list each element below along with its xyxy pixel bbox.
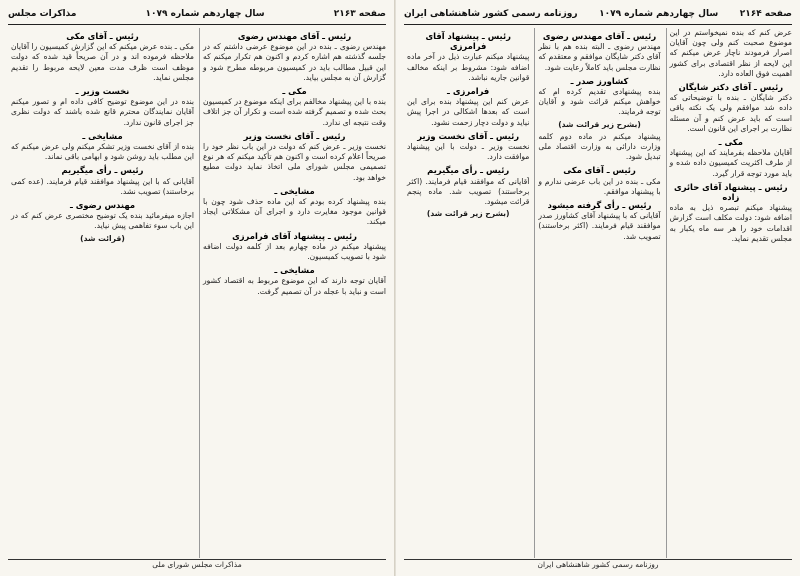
left-columns xyxy=(8,28,386,558)
speaker-heading: رئیس ـ پیشنهاد آقای حائری زاده xyxy=(674,181,788,203)
paragraph: عرض کنم این پیشنهاد بنده برای این است که بعدها اشکالی در اجرا پیش نیاید و دولت دچار زحمت نشود. xyxy=(407,97,530,127)
right-columns xyxy=(404,28,792,558)
speaker-heading: مشایخی ـ xyxy=(274,185,315,196)
right-page xyxy=(396,0,800,576)
right-column-1 xyxy=(666,28,792,558)
speaker-heading: رئیس ـ پیشنهاد آقای فرامرزی xyxy=(425,31,511,52)
left-page-footer: مذاکرات مجلس شورای ملی xyxy=(8,559,386,572)
paragraph: آقایانی که با این پیشنهاد موافقند قیام فرمایند. (عده کمی برخاستند) تصویب نشد. xyxy=(11,176,194,196)
right-column-3 xyxy=(404,28,529,558)
paragraph: بنده پیشنهاد کرده بودم که این ماده حذف شود چون با قوانین موجود مغایرت دارد و اجرای آن مشکلاتی ایجاد میکند. xyxy=(203,197,386,227)
paragraph: نخست وزیر ـ دولت با این پیشنهاد موافقت دارد. xyxy=(407,142,530,162)
speaker-heading: کشاورز صدر ـ xyxy=(570,75,629,86)
paragraph: پیشنهاد میکنم عبارت ذیل در آخر ماده اضافه شود: مشروط بر اینکه مخالف قوانین جاریه نباشد. xyxy=(407,52,530,82)
speaker-heading: مکی ـ xyxy=(282,86,307,97)
paragraph: پیشنهاد میکنم در ماده چهارم بعد از کلمه دولت اضافه شود با تصویب کمیسیون. xyxy=(203,241,386,262)
right-page-footer: روزنامه رسمی کشور شاهنشاهی ایران xyxy=(404,559,792,572)
procedural-note: (قرائت شد) xyxy=(80,233,125,243)
paragraph: آقایانی که موافقند قیام فرمایند. (اکثر برخاستند) تصویب شد. ماده پنجم قرائت میشود. xyxy=(407,176,530,207)
speaker-heading: نخست وزیر ـ xyxy=(75,86,130,97)
speaker-heading: فرامرزی ـ xyxy=(447,86,490,97)
paragraph: مکی ـ بنده عرض میکنم که این گزارش کمیسیون را آقایان ملاحظه فرموده اند و در آن صریحاً قید شده که دولت موظف است ظرف مدت معین لایحه مربوط را تقدیم مجلس نماید. xyxy=(11,42,194,82)
right-publication-title: روزنامه رسمی کشور شاهنشاهی ایران xyxy=(404,9,578,19)
left-page xyxy=(0,0,395,576)
paragraph: آقایانی که با پیشنهاد آقای کشاورز صدر موافقند قیام فرمایند. (اکثر برخاستند) تصویب شد. xyxy=(538,211,661,241)
right-page-number: صفحه ۲۱۶۴ xyxy=(739,9,792,19)
right-column-2 xyxy=(534,28,660,558)
left-page-header xyxy=(8,4,386,25)
speaker-heading: رئیس ـ آقای مهندس رضوی xyxy=(237,31,352,41)
paragraph: پیشنهاد میکنم تبصره ذیل به ماده اضافه شود: دولت مکلف است گزارش اقدامات خود را هر سه ماه یکبار به مجلس تقدیم نماید. xyxy=(669,203,792,243)
procedural-note: (بشرح زیر قرائت شد) xyxy=(558,119,641,129)
left-issue-label: سال چهاردهم شماره ۱۰۷۹ xyxy=(145,9,265,19)
left-column-2 xyxy=(8,28,194,558)
paragraph: آقایان توجه دارند که این موضوع مربوط به اقتصاد کشور است و نباید با عجله در آن تصمیم گرفت. xyxy=(203,276,386,296)
speaker-heading: رئیس ـ آقای نخست وزیر xyxy=(417,130,520,141)
speaker-heading: مشایخی ـ xyxy=(82,130,123,141)
speaker-heading: مشایخی ـ xyxy=(274,265,315,276)
paragraph: بنده در این موضوع توضیح کافی داده ام و تصور میکنم آقایان نمایندگان محترم قانع شده باشند که دولت نظری جز اجرای قانون ندارد. xyxy=(11,97,194,127)
speaker-heading: رئیس ـ پیشنهاد آقای فرامرزی xyxy=(232,230,357,241)
left-page-number: صفحه ۲۱۶۳ xyxy=(333,9,386,19)
speaker-heading: رئیس ـ آقای نخست وزیر xyxy=(243,130,346,141)
paragraph: دکتر شایگان ـ بنده با توضیحاتی که داده شد موافقم ولی یک نکته باقی است که باید عرض کنم و آن مسئله نظارت بر اجرای این قانون است. xyxy=(669,93,792,133)
left-column-1 xyxy=(199,28,386,558)
paragraph: مهندس رضوی ـ بنده در این موضوع عرضی داشتم که در جلسه گذشته هم اشاره کردم و اکنون هم تکرار میکنم که این قبیل مطالب باید در کمیسیون مربوطه مطرح شود و گزارش آن به مجلس بیاید. xyxy=(203,42,386,82)
procedural-note: (بشرح زیر قرائت شد) xyxy=(426,209,510,219)
left-publication-title: مذاکرات مجلس xyxy=(8,9,77,19)
speaker-heading: رئیس ـ آقای مکی xyxy=(66,31,139,41)
paragraph: نخست وزیر ـ عرض کنم که دولت در این باب نظر خود را صریحاً اعلام کرده است و اکنون هم تأکید میکنم که هر نوع تصمیمی مجلس شورای ملی اتخاذ نماید دولت مطیع خواهد بود. xyxy=(203,142,386,182)
paragraph: بنده پیشنهادی تقدیم کرده ام که خواهش میکنم قرائت شود و آقایان توجه فرمایند. xyxy=(538,87,661,117)
speaker-heading: رئیس ـ رأی میگیریم xyxy=(61,165,144,176)
speaker-heading: مکی ـ xyxy=(718,137,743,148)
speaker-heading: رئیس ـ آقای مکی xyxy=(563,165,636,176)
speaker-heading: رئیس ـ رأی میگیریم xyxy=(427,165,510,176)
right-page-header xyxy=(404,4,792,25)
paragraph: مکی ـ بنده در این باب عرضی ندارم و با پیشنهاد موافقم. xyxy=(538,176,661,196)
speaker-heading: رئیس ـ آقای دکتر شایگان xyxy=(678,82,784,93)
paragraph: عرض کنم که بنده نمیخواستم در این موضوع صحبت کنم ولی چون آقایان اصرار فرمودند ناچار عرض میکنم که این لایحه از نظر اقتصادی برای کشور اهمیت فوق العاده دارد. xyxy=(669,28,792,78)
speaker-heading: رئیس ـ رأی گرفته میشود xyxy=(547,200,652,211)
paragraph: اجازه میفرمائید بنده یک توضیح مختصری عرض کنم که در این باب سوء تفاهمی پیش نیاید. xyxy=(11,211,194,231)
speaker-heading: مهندس رضوی ـ xyxy=(69,200,136,211)
right-issue-label: سال چهاردهم شماره ۱۰۷۹ xyxy=(599,9,719,19)
paragraph: پیشنهاد میکنم در ماده دوم کلمه وزارت دارائی به وزارت اقتصاد ملی تبدیل شود. xyxy=(538,131,661,162)
paragraph: مهندس رضوی ـ البته بنده هم با نظر آقای دکتر شایگان موافقم و معتقدم که نظارت مجلس باید کاملاً رعایت شود. xyxy=(538,42,661,72)
paragraph: بنده از آقای نخست وزیر تشکر میکنم ولی عرض میکنم که این مطلب باید روشن شود و ابهامی باقی نماند. xyxy=(11,142,194,162)
speaker-heading: رئیس ـ آقای مهندس رضوی xyxy=(542,31,657,41)
paragraph: بنده با این پیشنهاد مخالفم برای اینکه موضوع در کمیسیون بحث شده و تصمیم گرفته شده است و تکرار آن جز اتلاف وقت نتیجه ای ندارد. xyxy=(203,97,386,127)
paragraph: آقایان ملاحظه بفرمایند که این پیشنهاد از طرف اکثریت کمیسیون داده شده و باید مورد توجه قرار گیرد. xyxy=(669,148,792,178)
